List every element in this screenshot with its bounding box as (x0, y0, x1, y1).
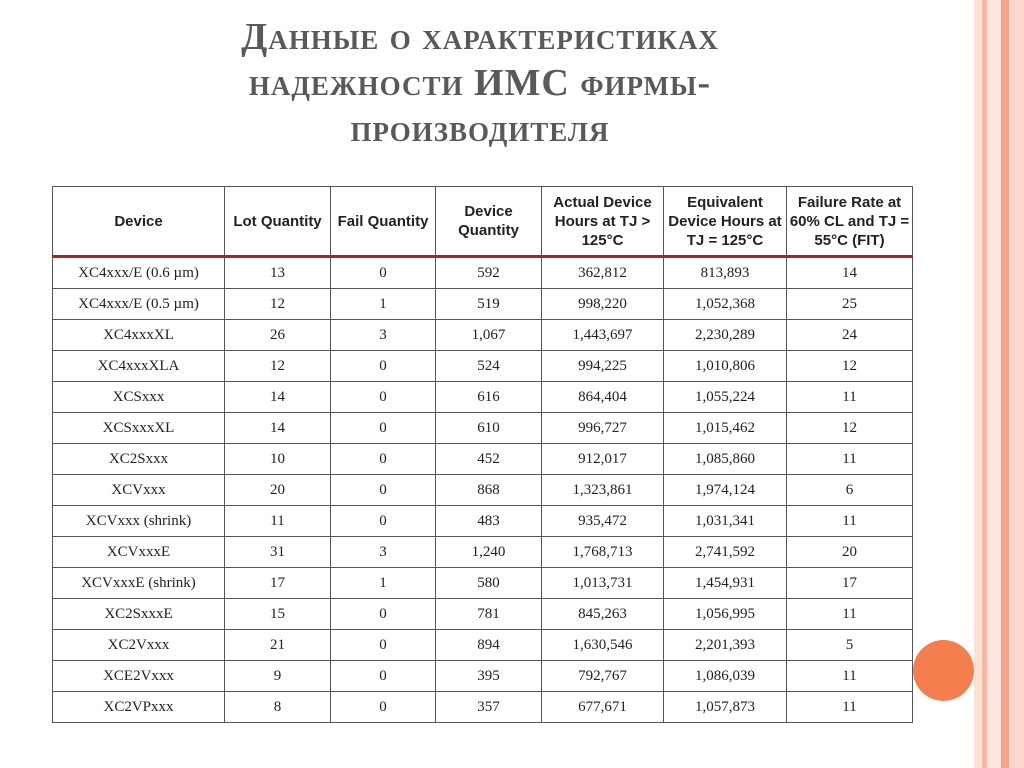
cell-actual-device-hours: 996,727 (542, 413, 664, 444)
cell-device: XC2Sxxx (53, 444, 225, 475)
table-row (53, 630, 913, 661)
cell-actual-device-hours: 845,263 (542, 599, 664, 630)
cell-failure-rate: 20 (787, 537, 913, 568)
cell-actual-device-hours: 912,017 (542, 444, 664, 475)
cell-failure-rate: 24 (787, 320, 913, 351)
cell-lot-quantity: 11 (225, 506, 331, 537)
header-actual-device-hours: Actual Device Hours at TJ > 125°C (542, 187, 664, 257)
cell-failure-rate: 11 (787, 692, 913, 723)
table-row (53, 382, 913, 413)
cell-fail-quantity: 3 (331, 320, 436, 351)
cell-fail-quantity: 3 (331, 537, 436, 568)
cell-device: XC2Vxxx (53, 630, 225, 661)
cell-device: XC4xxxXLA (53, 351, 225, 382)
cell-failure-rate: 11 (787, 599, 913, 630)
cell-equivalent-device-hours: 1,085,860 (664, 444, 787, 475)
table-header-row (53, 187, 913, 257)
cell-device-quantity: 395 (436, 661, 542, 692)
cell-lot-quantity: 21 (225, 630, 331, 661)
cell-device-quantity: 610 (436, 413, 542, 444)
cell-device: XCE2Vxxx (53, 661, 225, 692)
cell-device-quantity: 868 (436, 475, 542, 506)
cell-failure-rate: 12 (787, 413, 913, 444)
cell-fail-quantity: 0 (331, 599, 436, 630)
header-lot-quantity: Lot Quantity (225, 187, 331, 257)
cell-failure-rate: 11 (787, 444, 913, 475)
cell-device-quantity: 483 (436, 506, 542, 537)
table-row (53, 692, 913, 723)
cell-fail-quantity: 0 (331, 475, 436, 506)
cell-failure-rate: 14 (787, 257, 913, 289)
cell-actual-device-hours: 864,404 (542, 382, 664, 413)
cell-device: XCSxxx (53, 382, 225, 413)
header-failure-rate: Failure Rate at 60% CL and TJ = 55°C (FIT) (787, 187, 913, 257)
table-row (53, 661, 913, 692)
table-row (53, 599, 913, 630)
table-body (53, 257, 913, 723)
cell-equivalent-device-hours: 1,055,224 (664, 382, 787, 413)
decor-stripe (1009, 0, 1024, 768)
header-device: Device (53, 187, 225, 257)
cell-actual-device-hours: 792,767 (542, 661, 664, 692)
cell-device: XCSxxxXL (53, 413, 225, 444)
cell-fail-quantity: 0 (331, 382, 436, 413)
table-row (53, 413, 913, 444)
cell-actual-device-hours: 1,630,546 (542, 630, 664, 661)
table-row (53, 444, 913, 475)
table-row (53, 320, 913, 351)
cell-actual-device-hours: 1,323,861 (542, 475, 664, 506)
table-row (53, 475, 913, 506)
cell-lot-quantity: 12 (225, 289, 331, 320)
cell-device: XC4xxx/E (0.6 µm) (53, 257, 225, 289)
cell-device-quantity: 452 (436, 444, 542, 475)
cell-equivalent-device-hours: 2,201,393 (664, 630, 787, 661)
cell-actual-device-hours: 1,013,731 (542, 568, 664, 599)
cell-lot-quantity: 31 (225, 537, 331, 568)
cell-actual-device-hours: 935,472 (542, 506, 664, 537)
cell-device-quantity: 894 (436, 630, 542, 661)
cell-equivalent-device-hours: 1,454,931 (664, 568, 787, 599)
decor-circle (913, 640, 974, 701)
slide-title (150, 14, 810, 152)
cell-equivalent-device-hours: 1,974,124 (664, 475, 787, 506)
cell-lot-quantity: 9 (225, 661, 331, 692)
table-row (53, 537, 913, 568)
cell-failure-rate: 11 (787, 382, 913, 413)
cell-device-quantity: 1,240 (436, 537, 542, 568)
cell-equivalent-device-hours: 1,052,368 (664, 289, 787, 320)
reliability-table (52, 186, 913, 723)
cell-failure-rate: 25 (787, 289, 913, 320)
cell-fail-quantity: 0 (331, 351, 436, 382)
cell-failure-rate: 17 (787, 568, 913, 599)
cell-equivalent-device-hours: 1,086,039 (664, 661, 787, 692)
cell-device: XC2VPxxx (53, 692, 225, 723)
cell-device-quantity: 616 (436, 382, 542, 413)
cell-actual-device-hours: 1,443,697 (542, 320, 664, 351)
cell-fail-quantity: 0 (331, 257, 436, 289)
decor-stripe (987, 0, 1001, 768)
table-row (53, 506, 913, 537)
cell-fail-quantity: 1 (331, 289, 436, 320)
header-fail-quantity: Fail Quantity (331, 187, 436, 257)
cell-equivalent-device-hours: 1,056,995 (664, 599, 787, 630)
cell-lot-quantity: 13 (225, 257, 331, 289)
table-row (53, 257, 913, 289)
cell-device-quantity: 781 (436, 599, 542, 630)
cell-failure-rate: 11 (787, 506, 913, 537)
cell-actual-device-hours: 998,220 (542, 289, 664, 320)
cell-equivalent-device-hours: 1,057,873 (664, 692, 787, 723)
cell-actual-device-hours: 994,225 (542, 351, 664, 382)
title-line: надежности ИМС фирмы- (248, 62, 712, 104)
cell-device-quantity: 580 (436, 568, 542, 599)
title-line: производителя (350, 108, 610, 150)
cell-actual-device-hours: 677,671 (542, 692, 664, 723)
cell-device: XC4xxxXL (53, 320, 225, 351)
cell-actual-device-hours: 362,812 (542, 257, 664, 289)
cell-failure-rate: 5 (787, 630, 913, 661)
cell-device: XC2SxxxE (53, 599, 225, 630)
cell-fail-quantity: 0 (331, 692, 436, 723)
decor-stripe (1001, 0, 1009, 768)
cell-fail-quantity: 0 (331, 661, 436, 692)
cell-fail-quantity: 0 (331, 506, 436, 537)
cell-failure-rate: 12 (787, 351, 913, 382)
cell-fail-quantity: 1 (331, 568, 436, 599)
cell-equivalent-device-hours: 2,230,289 (664, 320, 787, 351)
cell-fail-quantity: 0 (331, 413, 436, 444)
table-row (53, 568, 913, 599)
header-device-quantity: Device Quantity (436, 187, 542, 257)
cell-equivalent-device-hours: 1,010,806 (664, 351, 787, 382)
cell-lot-quantity: 17 (225, 568, 331, 599)
table-row (53, 289, 913, 320)
cell-fail-quantity: 0 (331, 444, 436, 475)
cell-device-quantity: 357 (436, 692, 542, 723)
cell-equivalent-device-hours: 1,015,462 (664, 413, 787, 444)
cell-lot-quantity: 15 (225, 599, 331, 630)
cell-device: XC4xxx/E (0.5 µm) (53, 289, 225, 320)
cell-lot-quantity: 14 (225, 382, 331, 413)
cell-device-quantity: 519 (436, 289, 542, 320)
cell-lot-quantity: 14 (225, 413, 331, 444)
cell-equivalent-device-hours: 813,893 (664, 257, 787, 289)
cell-device-quantity: 1,067 (436, 320, 542, 351)
title-line: Данные о характеристиках (241, 16, 719, 58)
decor-stripe (974, 0, 982, 768)
header-equivalent-device-hours: Equivalent Device Hours at TJ = 125°C (664, 187, 787, 257)
cell-device: XCVxxx (53, 475, 225, 506)
cell-lot-quantity: 26 (225, 320, 331, 351)
cell-failure-rate: 6 (787, 475, 913, 506)
cell-device-quantity: 524 (436, 351, 542, 382)
cell-fail-quantity: 0 (331, 630, 436, 661)
cell-lot-quantity: 12 (225, 351, 331, 382)
cell-lot-quantity: 10 (225, 444, 331, 475)
cell-equivalent-device-hours: 1,031,341 (664, 506, 787, 537)
table-row (53, 351, 913, 382)
cell-equivalent-device-hours: 2,741,592 (664, 537, 787, 568)
cell-device: XCVxxxE (53, 537, 225, 568)
cell-device: XCVxxxE (shrink) (53, 568, 225, 599)
cell-lot-quantity: 8 (225, 692, 331, 723)
cell-device: XCVxxx (shrink) (53, 506, 225, 537)
cell-failure-rate: 11 (787, 661, 913, 692)
cell-actual-device-hours: 1,768,713 (542, 537, 664, 568)
cell-lot-quantity: 20 (225, 475, 331, 506)
cell-device-quantity: 592 (436, 257, 542, 289)
